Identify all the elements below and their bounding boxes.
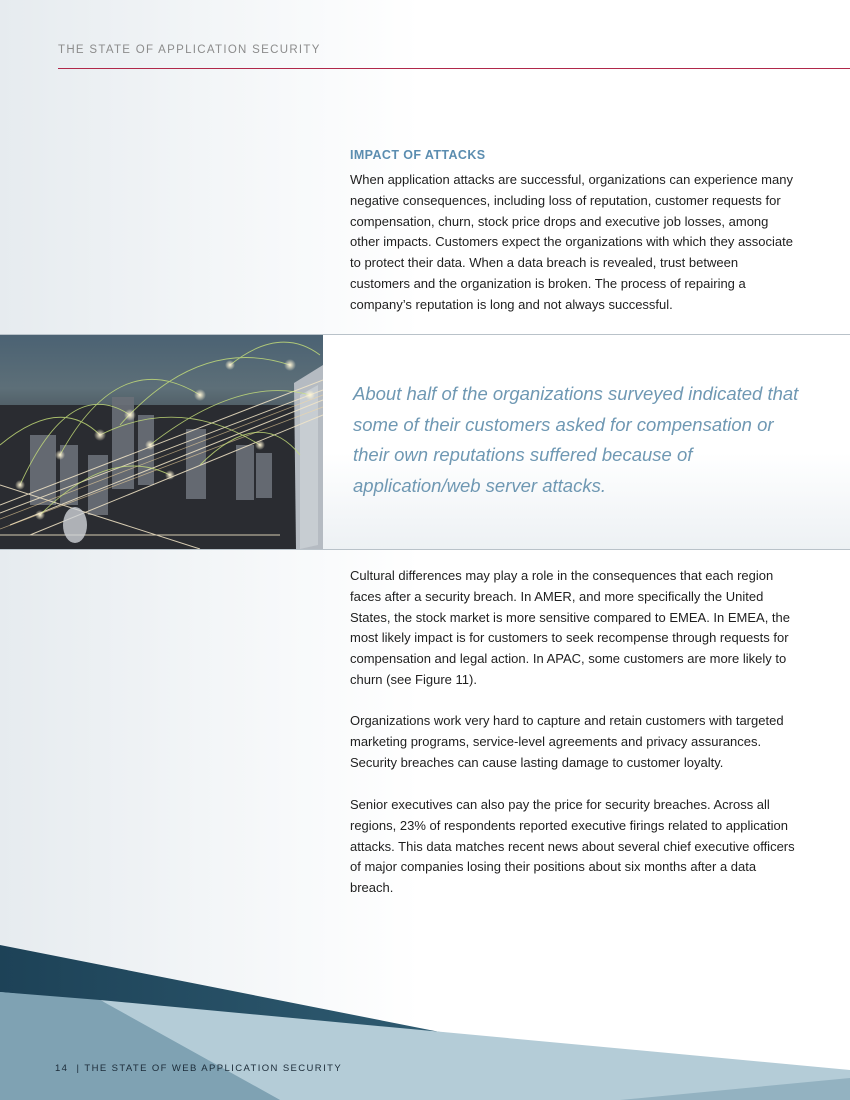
body-paragraph: Cultural differences may play a role in the consequences that each region faces after a security breach. In AMER, and more specifically the United States, the stock market is more sensitive compared to EMEA. In EMEA, the most likely impact is for customers to seek recompense through requests for compensation and legal action. In APAC, some customers are more likely to churn (see Figure 11).: [350, 568, 791, 687]
page-number: 14: [55, 1063, 69, 1074]
footer-decorative-graphic: [0, 930, 850, 1100]
footer-title: THE STATE OF WEB APPLICATION SECURITY: [84, 1063, 343, 1074]
body-paragraph: Senior executives can also pay the price for security breaches. Across all regions, 23% of respondents reported executive firings related to application attacks. This data matches recent news about several chief executive officers of major companies losing their positions about six months after a data breach.: [350, 797, 795, 896]
city-network-image: [0, 335, 323, 549]
section-heading: IMPACT OF ATTACKS: [350, 148, 486, 162]
page-footer: [55, 1063, 342, 1074]
impact-paragraph: When application attacks are successful, organizations can experience many negative consequences, including loss of reputation, customer requests for compensation, churn, stock price drops and executive job losses, among other impacts. Customers expect the organizations with which they associate to protect their data. When a data breach is revealed, trust between customers and the organization is broken. The process of repairing a company’s reputation is long and not always successful.: [350, 172, 793, 312]
header-divider: [58, 68, 850, 69]
callout-band: [0, 334, 850, 550]
footer-separator: |: [76, 1063, 81, 1074]
body-paragraph: Organizations work very hard to capture and retain customers with targeted marketing programs, service-level agreements and privacy assurances. Security breaches can cause lasting damage to customer loyalty.: [350, 713, 784, 770]
pull-quote: About half of the organizations surveyed indicated that some of their customers asked for compensation or their own reputations suffered because of application/web server attacks.: [353, 383, 799, 496]
running-header: THE STATE OF APPLICATION SECURITY: [58, 44, 321, 56]
